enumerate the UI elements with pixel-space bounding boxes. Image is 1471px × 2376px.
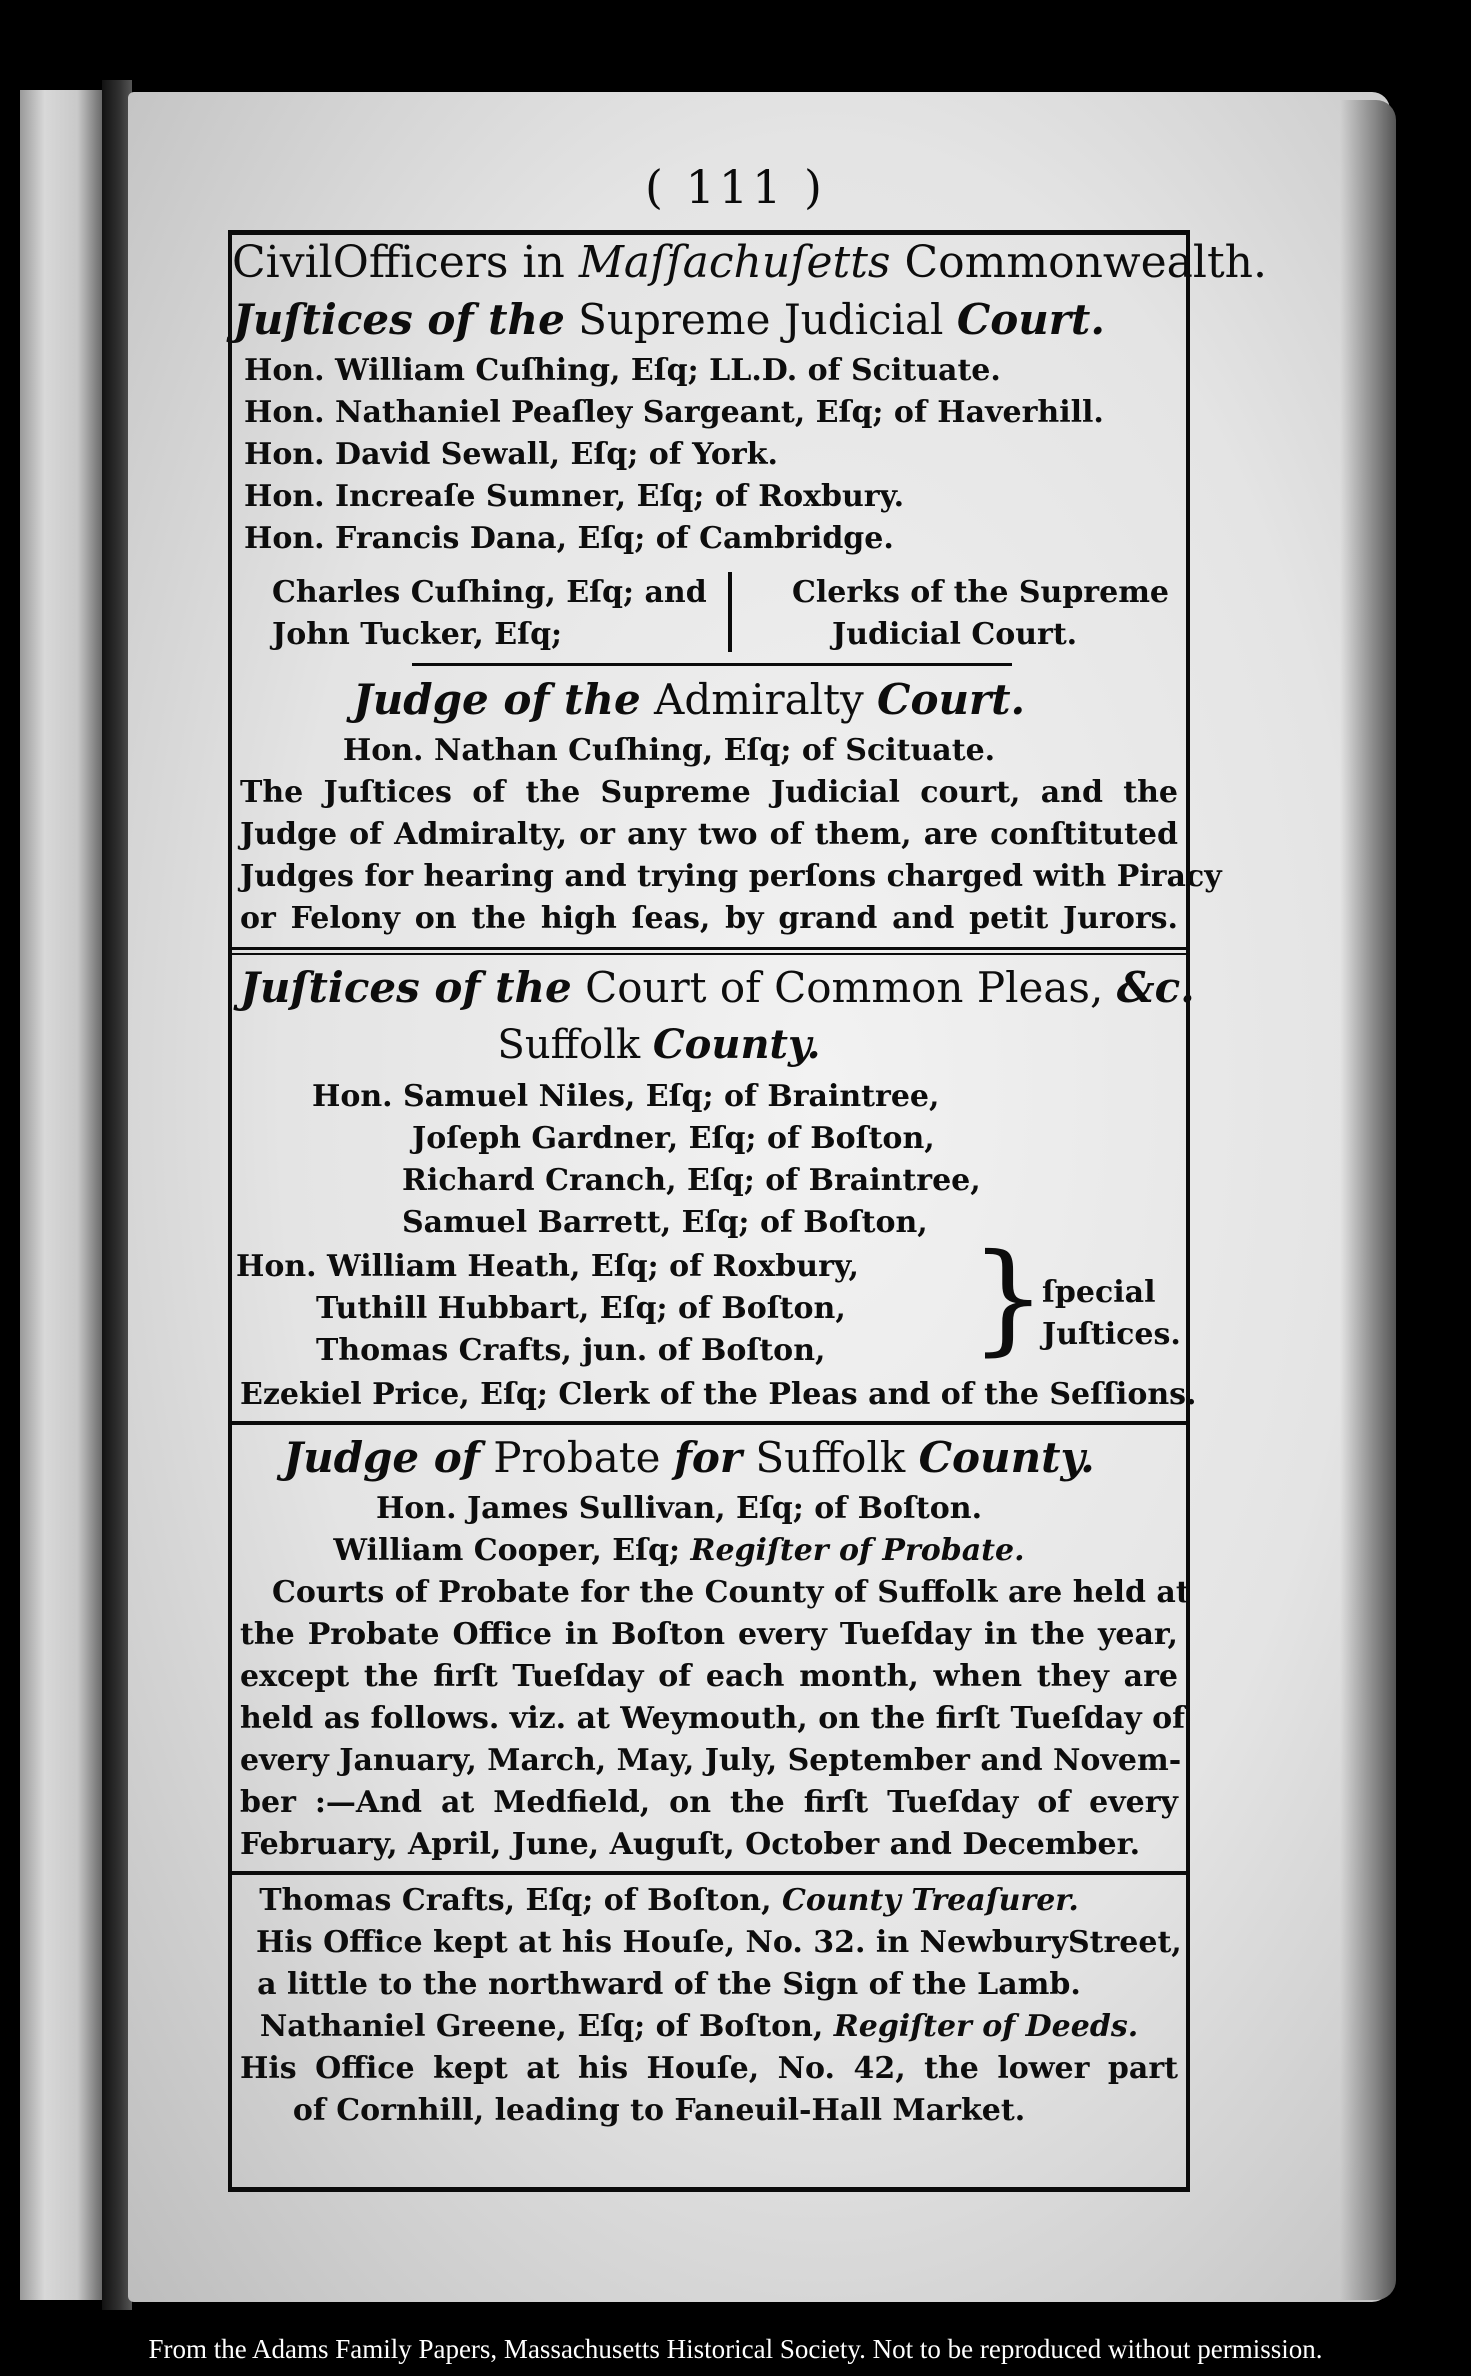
facing-page-edge [20,90,102,2300]
supreme-heading-b: Supreme Judicial [564,295,957,344]
pleas-clerk: Ezekiel Price, Eſq; Clerk of the Pleas and of the Seſſions. [240,1377,1197,1412]
treasurer-name: Thomas Crafts, Eſq; of Boſton, [259,1883,782,1918]
special-label-1: ſpecial [1042,1275,1156,1310]
treasurer-office-2: a little to the northward of the Sign of the Lamb. [257,1967,1081,2002]
section-rule [232,947,1186,950]
probate-para-5: every January, March, May, July, September and Novem- [240,1743,1182,1778]
county-heading-a: Suffolk [497,1022,653,1068]
clerks-left-2: John Tucker, Eſq; [272,617,563,652]
admiralty-heading-c: Court. [877,675,1026,724]
section-rule [232,1421,1186,1425]
supreme-justice-1: Hon. William Cuſhing, Eſq; LL.D. of Scituate. [244,353,1001,388]
probate-para-1: Courts of Probate for the County of Suffolk are held at [272,1575,1190,1610]
special-justice-1: Hon. William Heath, Eſq; of Roxbury, [236,1249,859,1284]
probate-heading-a: Judge of [283,1433,480,1482]
clerks-divider [728,572,732,652]
supreme-justice-3: Hon. David Sewall, Eſq; of York. [244,437,778,472]
pleas-justice-3: Richard Cranch, Eſq; of Braintree, [402,1163,981,1198]
treasurer-office-1: His Office kept at his Houſe, No. 32. in NewburyStreet, [256,1925,1182,1960]
main-heading-part3: Commonwealth. [890,237,1267,288]
page-edge-shadow [1340,100,1396,2300]
pleas-justice-1: Hon. Samuel Niles, Eſq; of Braintree, [312,1079,940,1114]
probate-register [202,1533,1156,1568]
probate-heading-b: Probate [479,1433,674,1482]
admiralty-heading-b: Admiralty [640,675,878,724]
probate-para-4: held as follows. viz. at Weymouth, on the firſt Tueſday of [240,1701,1186,1736]
clerks-right-1: Clerks of the Supreme [792,575,1170,610]
supreme-justice-5: Hon. Francis Dana, Eſq; of Cambridge. [244,521,894,556]
special-label-2: Juſtices. [1042,1317,1181,1352]
admiralty-para-3: Judges for hearing and trying perſons charged with Piracy [240,859,1222,894]
common-pleas-heading-b: Court of Common Pleas, [571,963,1117,1012]
supreme-court-heading [192,295,1146,344]
common-pleas-heading-c: &c. [1116,963,1195,1012]
treasurer-line [192,1883,1146,1918]
treasurer-title: County Treaſurer. [781,1883,1079,1918]
probate-judge: Hon. James Sullivan, Eſq; of Boſton. [375,1491,983,1526]
admiralty-para-4: or Felony on the high ſeas, by grand and petit Jurors. [240,901,1178,936]
common-pleas-heading [240,963,1195,1012]
clerks-right-2: Judicial Court. [832,617,1078,652]
probate-heading [212,1433,1166,1482]
deeds-office-2: of Cornhill, leading to Faneuil-Hall Market. [292,2093,1026,2128]
supreme-heading-c: Court. [956,295,1105,344]
probate-heading-d: Suffolk [742,1433,919,1482]
brace-symbol: } [970,1229,1047,1368]
deeds-register-name: Nathaniel Greene, Eſq; of Boſton, [259,2009,834,2044]
main-heading [232,237,1267,288]
admiralty-heading-a: Judge of the [352,675,641,724]
main-heading-part1: CivilOfficers in [232,237,579,288]
admiralty-heading [212,675,1166,724]
pleas-justice-4: Samuel Barrett, Eſq; of Boſton, [402,1205,928,1240]
probate-register-name: William Cooper, Eſq; [333,1533,691,1568]
copyright-footer: From the Adams Family Papers, Massachusetts Historical Society. Not to be reproduced without permission. [148,2334,1323,2364]
probate-heading-e: County. [918,1433,1095,1482]
common-pleas-heading-a: Juſtices of the [240,963,572,1012]
supreme-justice-4: Hon. Increaſe Sumner, Eſq; of Roxbury. [244,479,905,514]
text-frame [228,230,1267,2192]
section-rule [232,1871,1186,1875]
admiralty-para-2: Judge of Admiralty, or any two of them, are conſtituted [240,817,1178,852]
page-number: ( 111 ) [645,160,826,214]
admiralty-judge: Hon. Nathan Cuſhing, Eſq; of Scituate. [342,733,996,768]
admiralty-para-1: The Juſtices of the Supreme Judicial court, and the [240,775,1178,810]
deeds-register-line [222,2009,1176,2044]
pleas-justice-2: Joſeph Gardner, Eſq; of Boſton, [412,1121,935,1156]
special-justice-3: Thomas Crafts, jun. of Boſton, [316,1333,826,1368]
probate-register-title: Regiſter of Probate. [690,1533,1025,1568]
county-heading-b: County. [652,1021,821,1068]
supreme-justice-2: Hon. Nathaniel Peaſley Sargeant, Eſq; of Haverhill. [244,395,1104,430]
deeds-register-title: Regiſter of Deeds. [833,2009,1139,2044]
special-justice-2: Tuthill Hubbart, Eſq; of Boſton, [316,1291,846,1326]
probate-para-6: ber :—And at Medfield, on the firſt Tueſday of every [240,1785,1178,1820]
probate-para-3: except the firſt Tueſday of each month, when they are [240,1659,1178,1694]
supreme-heading-a: Juſtices of the [233,295,565,344]
probate-heading-c: for [673,1433,743,1482]
probate-para-7: February, April, June, Auguſt, October and December. [240,1827,1141,1862]
clerks-left-1: Charles Cuſhing, Eſq; and [272,575,707,610]
main-heading-part2: Maſſachuſetts [578,237,891,288]
probate-para-2: the Probate Office in Boſton every Tueſday in the year, [240,1617,1178,1652]
deeds-office-1: His Office kept at his Houſe, No. 42, the lower part [240,2051,1178,2086]
section-rule [412,663,1012,666]
suffolk-county-heading [182,1021,1136,1068]
